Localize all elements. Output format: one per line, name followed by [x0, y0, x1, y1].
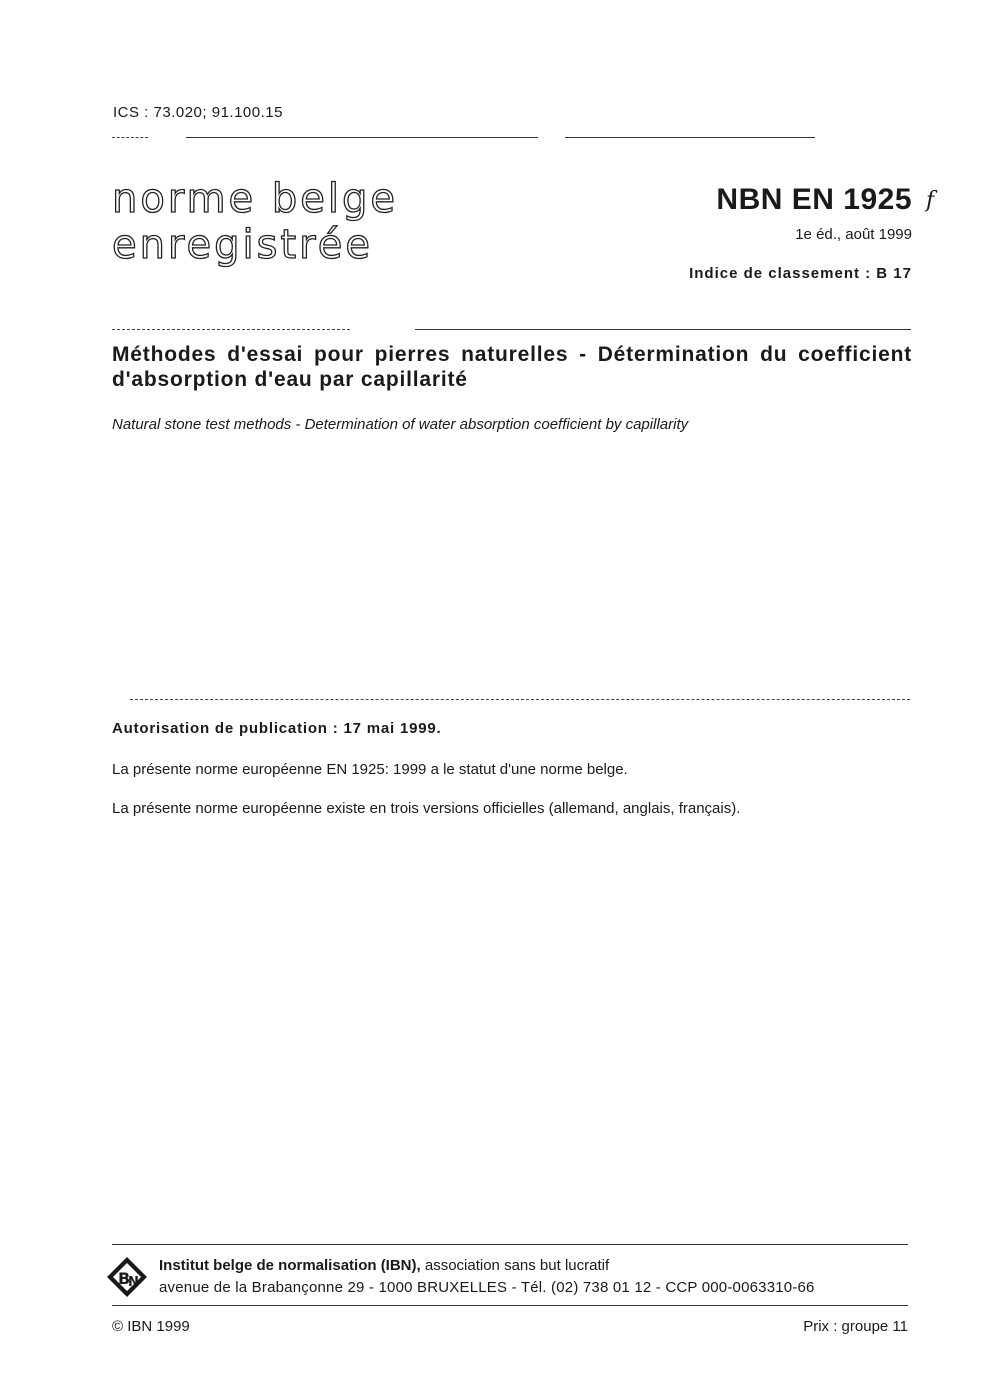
- svg-text:N: N: [128, 1275, 139, 1290]
- classification-index: Indice de classement : B 17: [689, 265, 912, 282]
- publication-authorisation: Autorisation de publication : 17 mai 1999.: [112, 720, 442, 737]
- document-title-english: Natural stone test methods - Determination of water absorption coefficient by capillarity: [112, 416, 689, 433]
- handwritten-mark: f: [926, 188, 935, 213]
- footer-divider: [112, 1244, 908, 1245]
- top-divider-3: [565, 137, 815, 138]
- top-divider-2: [186, 137, 538, 138]
- copyright: © IBN 1999: [112, 1318, 190, 1335]
- footer-divider-bottom: [112, 1305, 908, 1306]
- ibn-logo-icon: [106, 1256, 148, 1298]
- price-group: Prix : groupe 11: [803, 1318, 908, 1335]
- brand-wordmark: [112, 176, 398, 268]
- svg-text:B: B: [118, 1269, 131, 1288]
- title-divider-top: [112, 329, 350, 330]
- institute-address: avenue de la Brabançonne 29 - 1000 BRUXELLES - Tél. (02) 738 01 12 - CCP 000-0063310-66: [159, 1279, 815, 1296]
- ics-code: ICS : 73.020; 91.100.15: [113, 104, 283, 121]
- body-divider: [130, 699, 910, 700]
- institute-name-rest: association sans but lucratif: [420, 1257, 610, 1274]
- brand-line-1: norme belge: [112, 176, 398, 222]
- versions-paragraph: La présente norme européenne existe en trois versions officielles (allemand, anglais, français).: [112, 800, 741, 817]
- institute-name: [159, 1257, 609, 1274]
- status-paragraph: La présente norme européenne EN 1925: 1999 a le statut d'une norme belge.: [112, 761, 628, 778]
- document-title-french: Méthodes d'essai pour pierres naturelles - Détermination du coefficient d'absorption d'eau par capillarité: [112, 343, 912, 391]
- top-divider-1: [112, 137, 148, 138]
- institute-name-bold: Institut belge de normalisation (IBN),: [159, 1257, 421, 1274]
- standard-code: NBN EN 1925: [716, 183, 912, 216]
- edition-date: 1e éd., août 1999: [795, 226, 912, 243]
- brand-line-2: enregistrée: [112, 222, 373, 268]
- title-divider-top-right: [415, 329, 911, 330]
